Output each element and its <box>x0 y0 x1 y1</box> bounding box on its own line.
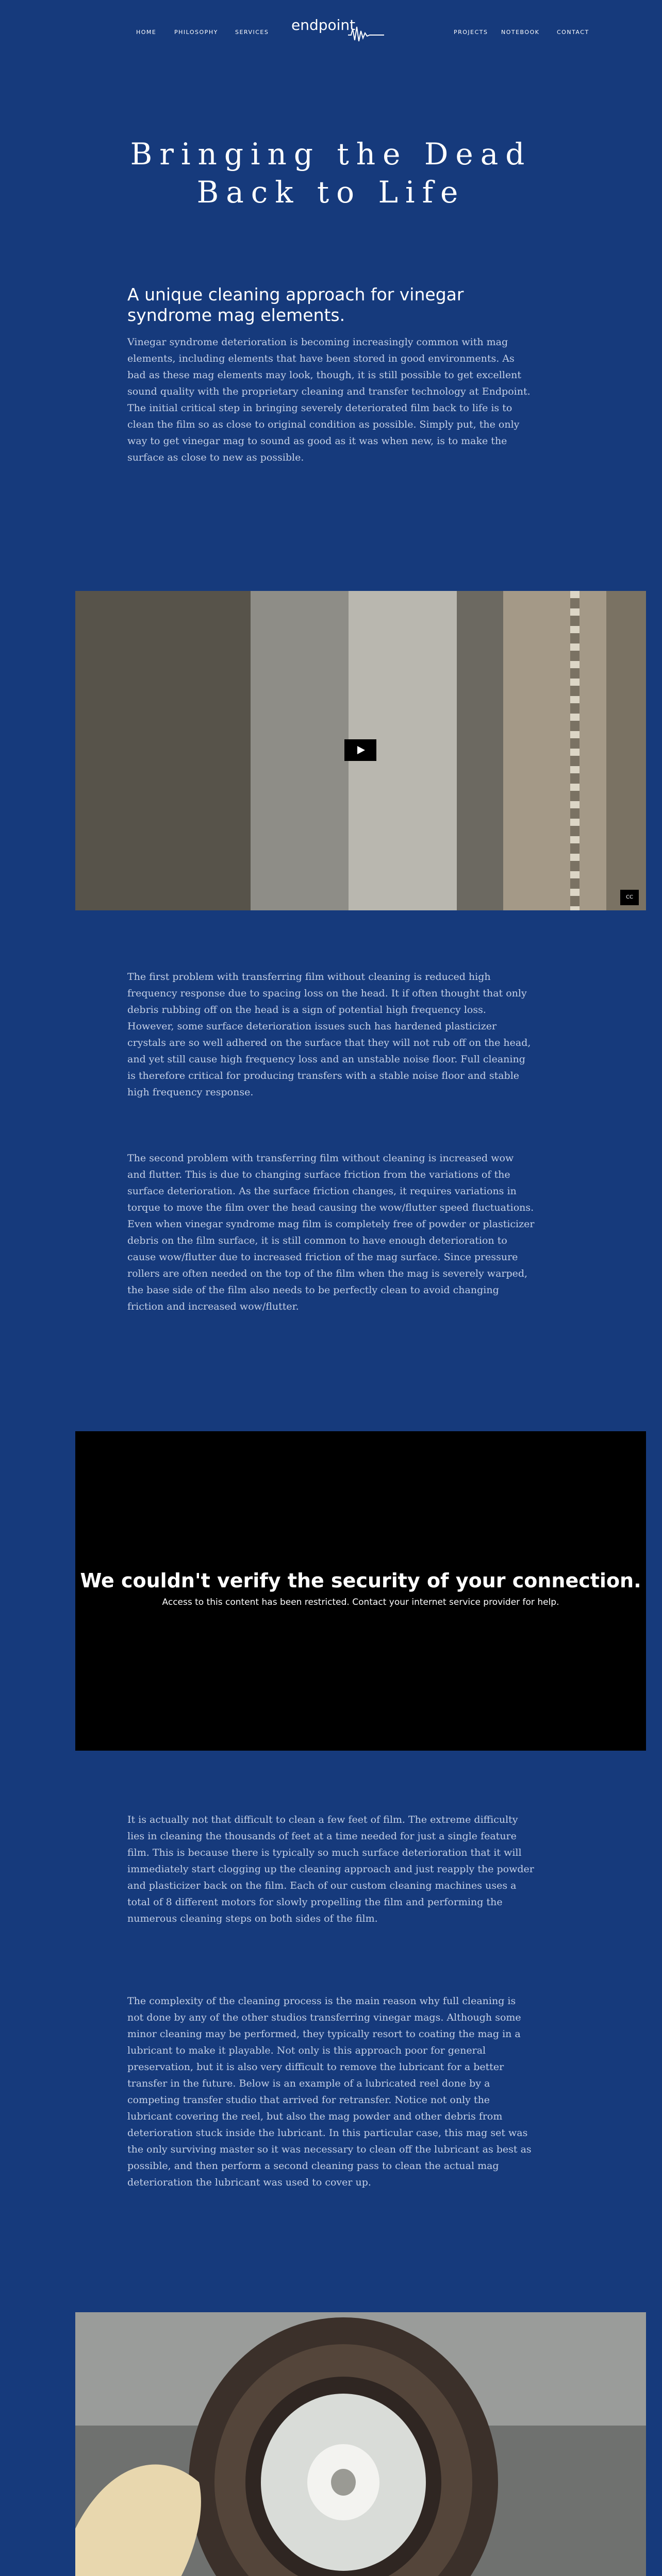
captions-button[interactable]: CC <box>620 890 639 905</box>
reel-image <box>75 2312 646 2576</box>
page-title-line2: Back to Life <box>196 175 466 210</box>
film-perforations <box>570 591 580 910</box>
body-paragraph-4: The complexity of the cleaning process is the main reason why full cleaning is not done by any of the other studios transferring vinegar mags. Although some minor cleaning may be performed, they typically resort to coating the mag in a lubricant to make it playable. Not only is this approach poor for general preservation, but it is also very difficult to remove the lubricant for a better transfer in the future. Below is an example of a lubricated reel done by a competing transfer studio that arrived for retransfer. Notice not only the lubricant covering the reel, but also the mag powder and other debris from deterioration stuck inside the lubricant. In this particular case, this mag set was the only surviving master so it was necessary to clean off the lubricant as best as possible, and then perform a second cleaning pass to clean the actual mag deterioration the lubricant was used to cover up. <box>127 1995 532 2188</box>
video-player[interactable] <box>75 591 646 910</box>
body-paragraph-2: The second problem with transferring film without cleaning is increased wow and flutter. This is due to changing surface friction from the variations of the surface deterioration. As the surface friction changes, it requires variations in torque to move the film over the head causing the wow/flutter speed fluctuations. Even when vinegar syndrome mag film is completely free of powder or plasticizer debris on the film surface, it is still common to have enough deterioration to cause wow/flutter due to increased friction of the mag surface. Since pressure rollers are often needed on the top of the film when the mag is severely warped, the base side of the film also needs to be perfectly clean to avoid changing friction and increased wow/flutter. <box>127 1153 535 1312</box>
endpoint-logo[interactable] <box>291 16 379 47</box>
nav-notebook[interactable]: NOTEBOOK <box>501 29 540 36</box>
nav-contact[interactable]: CONTACT <box>557 29 589 36</box>
lubricated-reel-photo <box>75 2312 646 2576</box>
blocked-embed <box>75 1431 646 1751</box>
waveform-icon <box>348 24 384 44</box>
play-button[interactable] <box>344 739 376 761</box>
nav-projects[interactable]: PROJECTS <box>454 29 488 36</box>
intro-heading: A unique cleaning approach for vinegar syndrome mag elements. <box>127 284 464 325</box>
blocked-message: Access to this content has been restricted. Contact your internet service provider for help. <box>162 1597 559 1607</box>
nav-home[interactable]: HOME <box>136 29 157 36</box>
blocked-title: We couldn't verify the security of your connection. <box>80 1569 641 1592</box>
film-strip-right <box>606 591 646 910</box>
body-paragraph-1: The first problem with transferring film without cleaning is reduced high frequency response due to spacing loss on the head. It if often thought that only debris rubbing off on the head is a sign of potential high frequency loss. However, some surface deterioration issues such has hardened plasticizer crystals are so well adhered on the surface that they will not rub off on the head, and yet still cause high frequency loss and an unstable noise floor. Full cleaning is therefore critical for producing transfers with a stable noise floor and stable high frequency response. <box>127 971 531 1098</box>
page-title <box>0 135 662 211</box>
nav-philosophy[interactable]: PHILOSOPHY <box>174 29 218 36</box>
nav-services[interactable]: SERVICES <box>235 29 269 36</box>
intro-paragraph: Vinegar syndrome deterioration is becoming increasingly common with mag elements, including elements that have been stored in good environments. As bad as these mag elements may look, though, it is still possible to get excellent sound quality with the proprietary cleaning and transfer technology at Endpoint. The initial critical step in bringing severely deteriorated film back to life is to clean the film so as close to original condition as possible. Simply put, the only way to get vinegar mag to sound as good as it was when new, is to make the surface as close to new as possible. <box>127 336 531 463</box>
top-navigation <box>0 0 662 67</box>
logo-text: endpoint <box>291 16 356 33</box>
film-strip-left <box>75 591 251 910</box>
film-strip-4 <box>457 591 503 910</box>
page-title-line1: Bringing the Dead <box>130 137 532 172</box>
film-strip-5 <box>503 591 606 910</box>
body-paragraph-3: It is actually not that difficult to clean a few feet of film. The extreme difficulty lies in cleaning the thousands of feet at a time needed for just a single feature film. This is because there is typically so much surface deterioration that it will immediately start clogging up the cleaning approach and just reapply the powder and plasticizer back on the film. Each of our custom cleaning machines uses a total of 8 different motors for slowly propelling the film and performing the numerous cleaning steps on both sides of the film. <box>127 1814 534 1924</box>
film-strip-2 <box>251 591 349 910</box>
